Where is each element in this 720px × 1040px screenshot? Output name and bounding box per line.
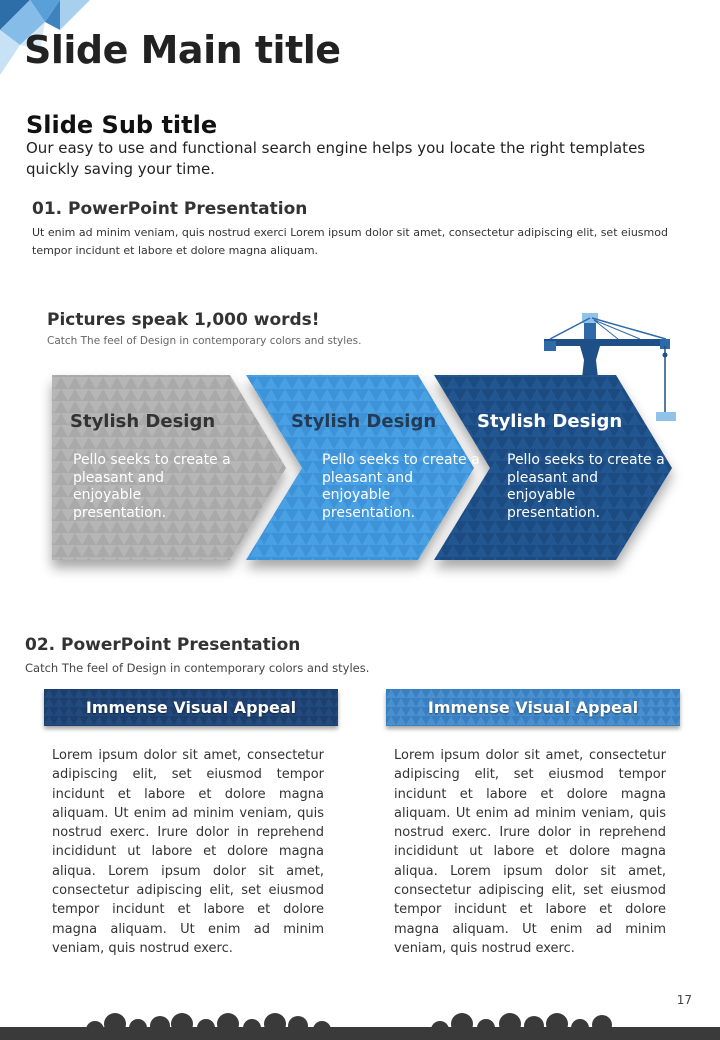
arrow3-body: Pello seeks to create a pleasant and enjoyable presentation. [507, 452, 665, 521]
column-right-text: Lorem ipsum dolor sit amet, consectetur adipiscing elit, set eiusmod tempor incidunt et labore et dolore magna aliquam. Ut enim ad minim veniam, quis nostrud exerc. Irure dolor in reprehend incididunt ut labore et dolore magna aliqua. Lorem ipsum dolor sit amet, consectetur adipiscing elit, set eiusmod tempor incidunt et labore et dolore magna aliquam. Ut enim ad minim veniam, quis nostrud exerc. [394, 748, 666, 956]
banner-left [44, 689, 338, 726]
section2-subtitle: Catch The feel of Design in contemporary colors and styles. [25, 661, 370, 675]
section2-title: 02. PowerPoint Presentation [25, 635, 301, 655]
subtitle-text: Our easy to use and functional search engine helps you locate the right templates quickly saving your time. [26, 139, 646, 178]
arrow3-title: Stylish Design [477, 411, 623, 432]
page-title: Slide Main title [24, 28, 341, 72]
column-left-text: Lorem ipsum dolor sit amet, consectetur adipiscing elit, set eiusmod tempor incidunt et labore et dolore magna aliquam. Ut enim ad minim veniam, quis nostrud exerc. Irure dolor in reprehend incididunt ut labore et dolore magna aliqua. Lorem ipsum dolor sit amet, consectetur adipiscing elit, set eiusmod tempor incidunt et labore et dolore magna aliquam. Ut enim ad minim veniam, quis nostrud exerc. [52, 748, 324, 956]
section1-title: 01. PowerPoint Presentation [32, 199, 308, 219]
banner-left-label: Immense Visual Appeal [85, 698, 297, 717]
footer-clouds [0, 1008, 720, 1040]
banner-right-label: Immense Visual Appeal [427, 698, 639, 717]
banner-right [386, 689, 680, 726]
section1-text: Ut enim ad minim veniam, quis nostrud exerci Lorem ipsum dolor sit amet, consectetur adipiscing elit, set eiusmod tempor incidunt et labore et dolore magna aliquam. [32, 226, 668, 257]
arrow1-body: Pello seeks to create a pleasant and enjoyable presentation. [73, 452, 231, 521]
arrow1-title: Stylish Design [70, 411, 216, 432]
page-subtitle: Slide Sub title [26, 111, 218, 139]
pictures-subtitle: Catch The feel of Design in contemporary colors and styles. [47, 335, 362, 347]
arrow2-title: Stylish Design [291, 411, 437, 432]
page-number: 17 [676, 993, 692, 1007]
pictures-title: Pictures speak 1,000 words! [47, 310, 320, 330]
arrow2-body: Pello seeks to create a pleasant and enjoyable presentation. [322, 452, 480, 521]
